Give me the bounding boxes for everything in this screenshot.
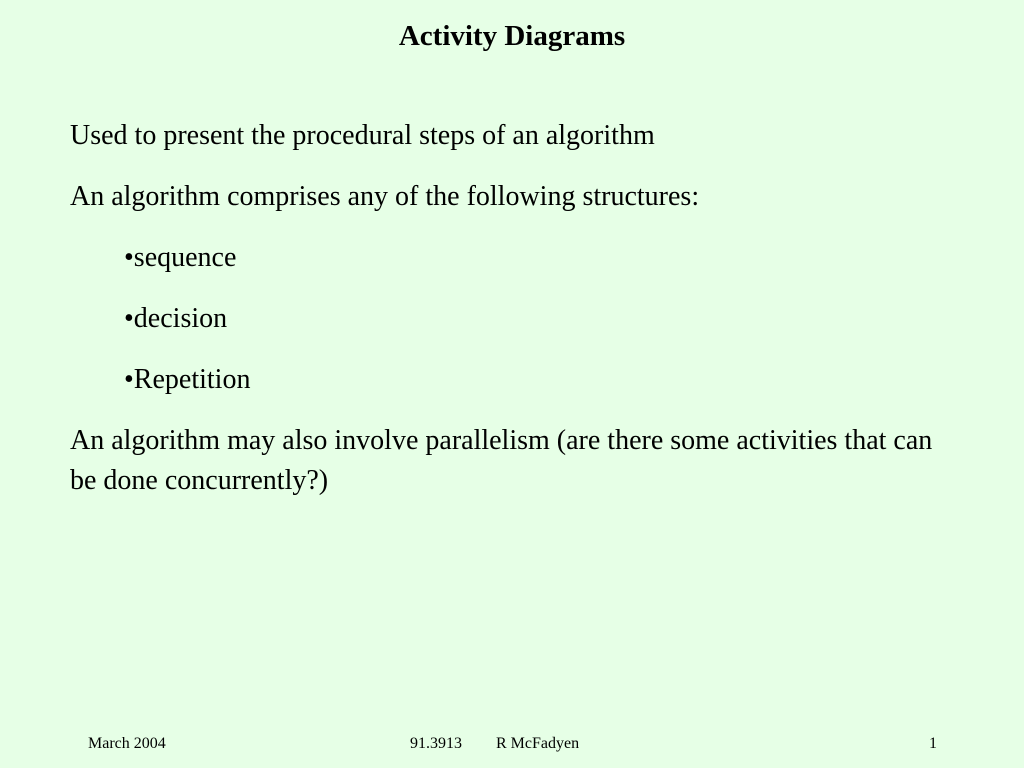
body-paragraph-purpose: Used to present the procedural steps of an algorithm xyxy=(70,120,655,151)
footer-page-number: 1 xyxy=(929,735,937,752)
footer-author: R McFadyen xyxy=(496,735,580,752)
footer-date: March 2004 xyxy=(88,735,166,752)
bullet-sequence: •sequence xyxy=(124,242,237,273)
footer-center xyxy=(410,733,579,755)
bullet-repetition: •Repetition xyxy=(124,364,251,395)
slide-body xyxy=(70,116,950,501)
body-paragraph-parallelism: An algorithm may also involve parallelism (are there some activities that can be done concurrently?) xyxy=(70,425,933,496)
body-paragraph-structures: An algorithm comprises any of the following structures: xyxy=(70,181,700,212)
bullet-decision: •decision xyxy=(124,303,228,334)
slide-title: Activity Diagrams xyxy=(398,20,626,52)
footer-course: 91.3913 xyxy=(410,735,462,752)
slide-footer xyxy=(0,733,1024,757)
